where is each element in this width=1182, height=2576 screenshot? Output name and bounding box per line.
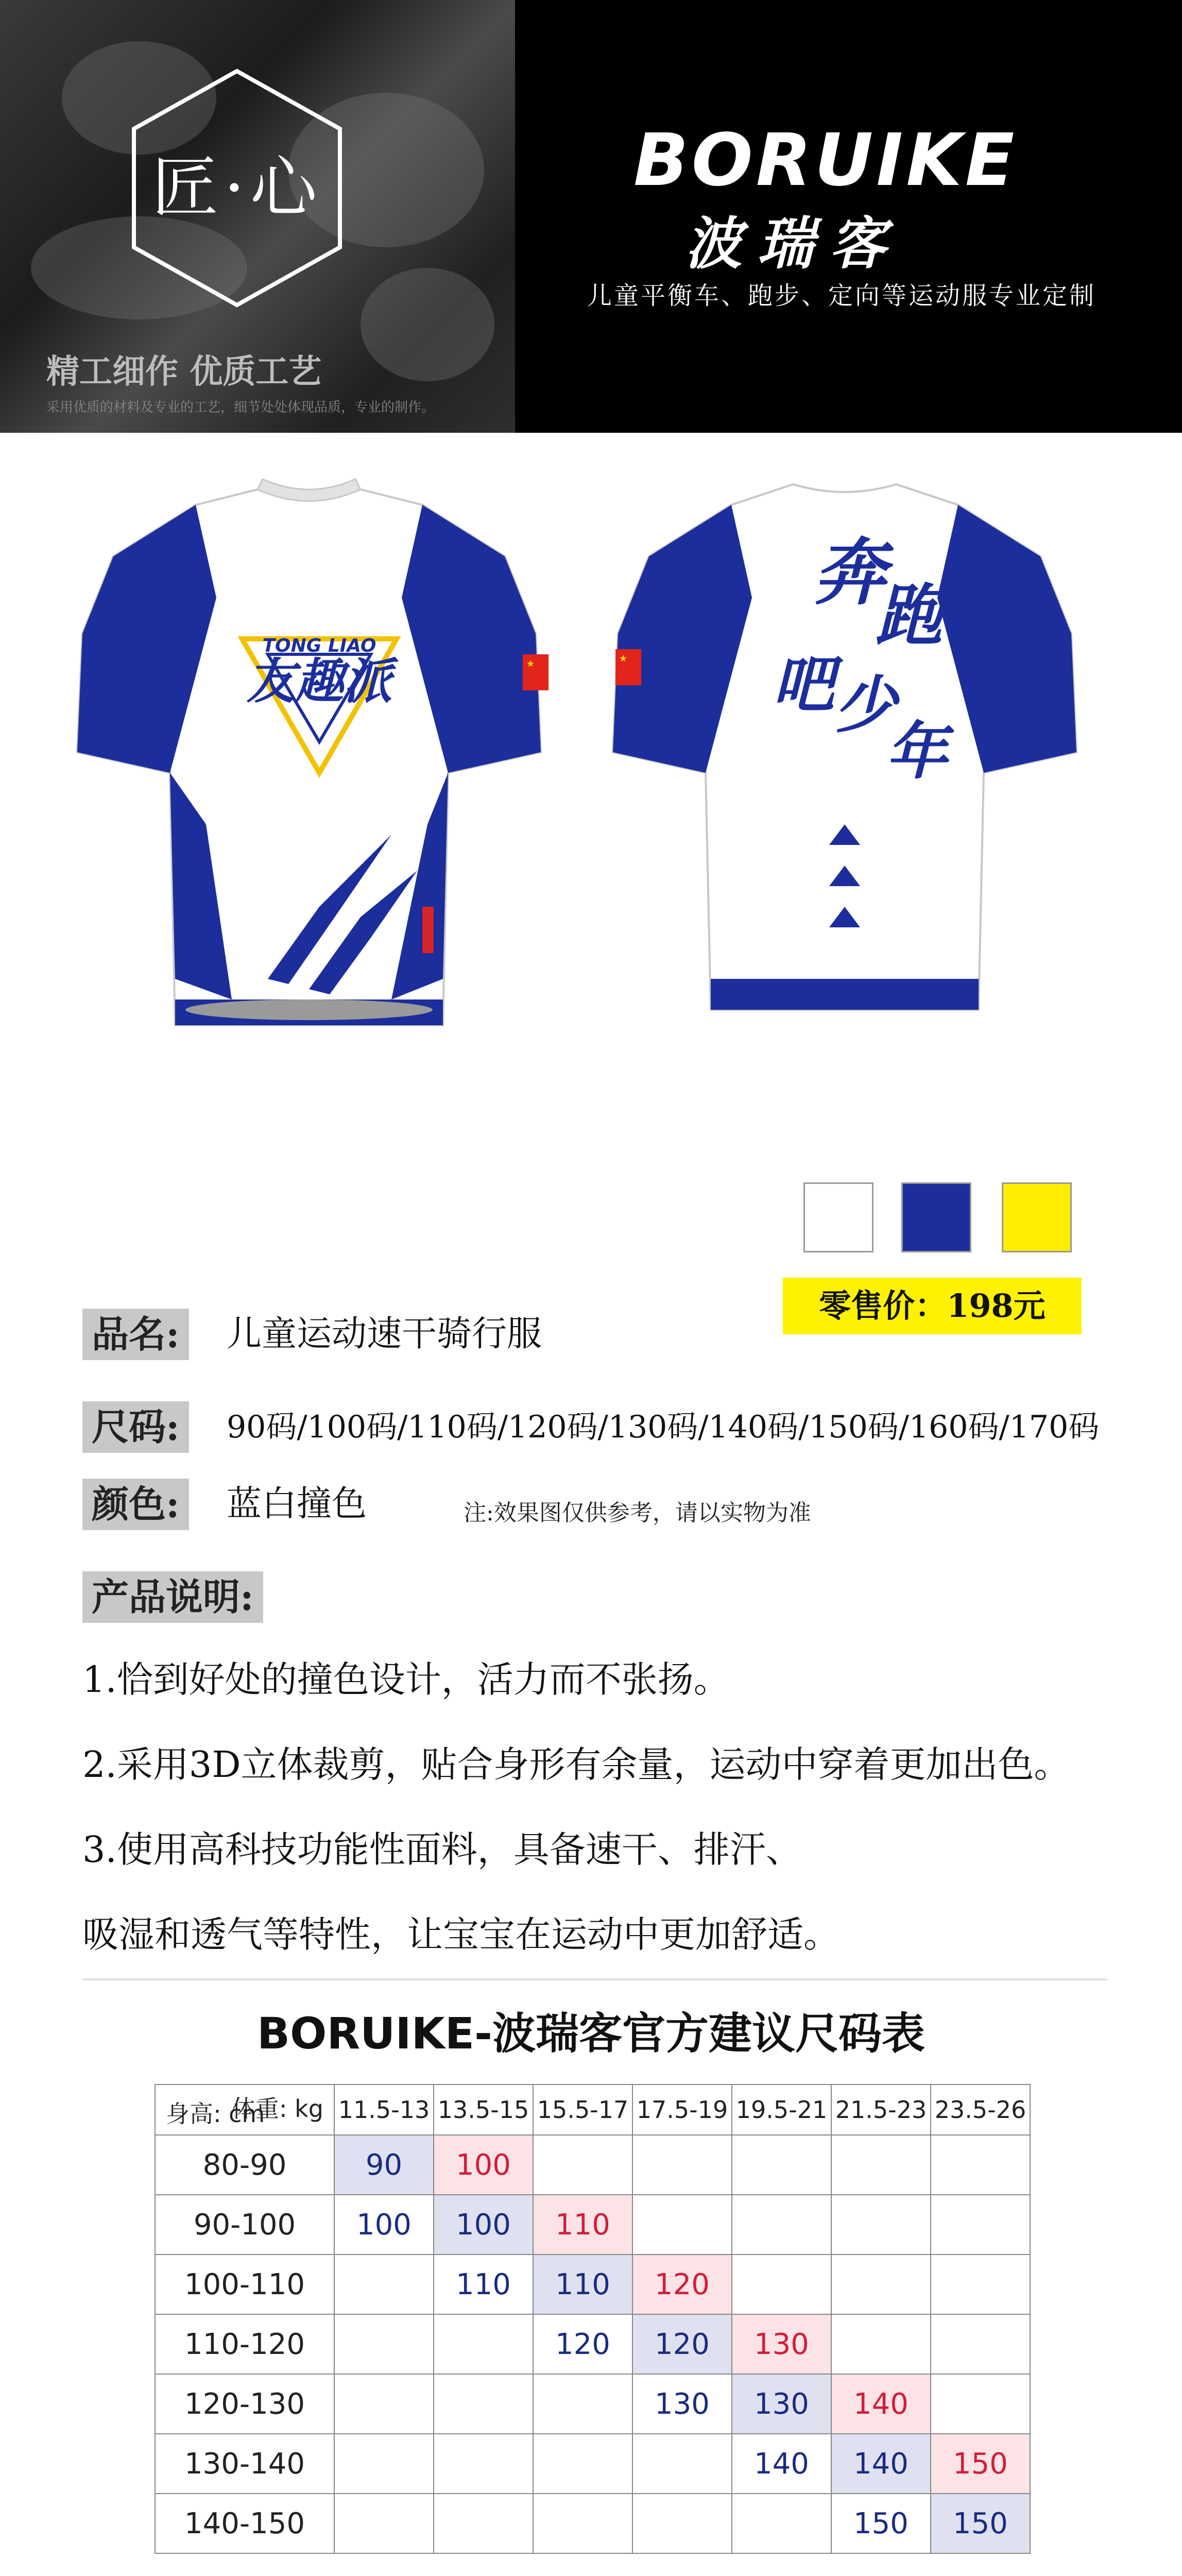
size-cell	[931, 2135, 1030, 2195]
header-tagline: 儿童平衡车、跑步、定向等运动服专业定制	[587, 281, 1097, 310]
header-slogan: 精工细作 优质工艺	[46, 353, 322, 391]
description-line-1: 1.恰到好处的撞色设计，活力而不张扬。	[82, 1658, 730, 1701]
weight-header: 13.5-15	[434, 2084, 533, 2135]
table-row	[155, 2494, 1030, 2553]
size-chart-title: BORUIKE-波瑞客官方建议尺码表	[257, 2008, 925, 2059]
table-row	[155, 2314, 1030, 2374]
name-label: 品名:	[82, 1309, 189, 1360]
back-slogan-char-3: 吧	[773, 648, 834, 721]
svg-text:★: ★	[619, 653, 628, 664]
back-slogan-char-4: 少	[834, 669, 896, 741]
header-small-text: 采用优质的材料及专业的工艺，细节处处体现品质，专业的制作。	[46, 400, 435, 415]
size-cell	[931, 2374, 1030, 2434]
size-cell	[334, 2374, 434, 2434]
size-cell: 130	[732, 2374, 831, 2434]
size-cell	[533, 2135, 632, 2195]
size-cell	[931, 2195, 1030, 2255]
size-cell: 130	[732, 2314, 831, 2374]
size-cell	[533, 2374, 632, 2434]
swatch-blue[interactable]	[901, 1182, 971, 1252]
table-row	[155, 2434, 1030, 2494]
size-cell	[831, 2135, 931, 2195]
color-label: 颜色:	[82, 1479, 189, 1530]
size-cell: 110	[434, 2255, 533, 2314]
size-cell	[831, 2255, 931, 2314]
weight-header: 17.5-19	[632, 2084, 732, 2135]
size-cell	[434, 2434, 533, 2494]
height-header: 120-130	[155, 2374, 334, 2434]
size-cell: 150	[931, 2494, 1030, 2553]
size-cell: 90	[334, 2135, 434, 2195]
divider	[82, 1978, 1107, 1980]
size-cell: 110	[533, 2195, 632, 2255]
size-cell	[931, 2314, 1030, 2374]
size-list: 90码/100码/110码/120码/130码/140码/150码/160码/170码	[227, 1409, 1100, 1445]
height-header: 140-150	[155, 2494, 334, 2553]
size-cell	[434, 2314, 533, 2374]
hex-title: 匠·心	[151, 148, 322, 227]
table-row	[155, 2374, 1030, 2434]
size-cell	[632, 2434, 732, 2494]
size-cell	[434, 2494, 533, 2553]
back-slogan-char-2: 跑	[876, 576, 943, 655]
weight-header: 11.5-13	[334, 2084, 434, 2135]
product-name: 儿童运动速干骑行服	[227, 1314, 542, 1354]
size-cell	[732, 2135, 831, 2195]
size-cell	[334, 2314, 434, 2374]
description-line-3: 3.使用高科技功能性面料，具备速干、排汗、	[82, 1828, 802, 1871]
height-header: 100-110	[155, 2255, 334, 2314]
swatch-white[interactable]	[803, 1182, 873, 1252]
price-badge: 零售价：198元	[783, 1278, 1082, 1334]
size-cell: 150	[831, 2494, 931, 2553]
brand-name-cn: 波瑞客	[685, 211, 901, 277]
size-cell	[632, 2494, 732, 2553]
description-line-4: 吸湿和透气等特性，让宝宝在运动中更加舒适。	[82, 1913, 840, 1956]
front-logo-cn: 友趣派	[246, 654, 392, 710]
color-value: 蓝白撞色	[227, 1484, 367, 1524]
size-cell	[732, 2255, 831, 2314]
size-cell	[533, 2494, 632, 2553]
weight-header: 19.5-21	[732, 2084, 831, 2135]
size-cell: 120	[632, 2255, 732, 2314]
size-cell	[334, 2255, 434, 2314]
brand-name: BORUIKE	[633, 118, 1018, 202]
size-label: 尺码:	[82, 1401, 189, 1453]
size-cell: 100	[434, 2135, 533, 2195]
height-header: 80-90	[155, 2135, 334, 2195]
jersey-illustration	[0, 464, 1182, 1108]
size-chart-table	[155, 2084, 1031, 2554]
size-cell: 100	[334, 2195, 434, 2255]
height-header: 130-140	[155, 2434, 334, 2494]
weight-header: 15.5-17	[533, 2084, 632, 2135]
size-cell: 130	[632, 2374, 732, 2434]
color-note: 注:效果图仅供参考，请以实物为准	[464, 1500, 811, 1526]
size-cell	[732, 2494, 831, 2553]
table-row	[155, 2135, 1030, 2195]
size-cell	[632, 2195, 732, 2255]
size-cell: 140	[831, 2434, 931, 2494]
jersey-front	[77, 479, 549, 1025]
size-cell: 140	[732, 2434, 831, 2494]
back-slogan-char-5: 年	[886, 715, 948, 788]
table-row	[155, 2195, 1030, 2255]
size-cell	[334, 2434, 434, 2494]
size-cell: 110	[533, 2255, 632, 2314]
height-header: 90-100	[155, 2195, 334, 2255]
size-cell	[334, 2494, 434, 2553]
size-chart-corner: 体重: kg 身高: cm	[155, 2084, 334, 2135]
header-banner	[0, 0, 1182, 433]
size-cell	[732, 2195, 831, 2255]
size-cell	[931, 2255, 1030, 2314]
size-cell	[632, 2135, 732, 2195]
size-cell	[831, 2314, 931, 2374]
size-cell: 100	[434, 2195, 533, 2255]
size-cell: 120	[533, 2314, 632, 2374]
swatch-yellow[interactable]	[1002, 1182, 1072, 1252]
front-logo-en: TONG LIAO	[262, 635, 376, 656]
weight-header: 21.5-23	[831, 2084, 931, 2135]
size-cell: 150	[931, 2434, 1030, 2494]
description-line-2: 2.采用3D立体裁剪，贴合身形有余量，运动中穿着更加出色。	[82, 1743, 1070, 1786]
size-cell	[831, 2195, 931, 2255]
weight-header: 23.5-26	[931, 2084, 1030, 2135]
back-slogan-char-1: 奔	[814, 531, 886, 615]
size-cell	[434, 2374, 533, 2434]
size-cell: 120	[632, 2314, 732, 2374]
table-row	[155, 2255, 1030, 2314]
size-cell: 140	[831, 2374, 931, 2434]
svg-text:★: ★	[526, 658, 535, 669]
size-cell	[533, 2434, 632, 2494]
height-header: 110-120	[155, 2314, 334, 2374]
description-label: 产品说明:	[82, 1571, 263, 1623]
